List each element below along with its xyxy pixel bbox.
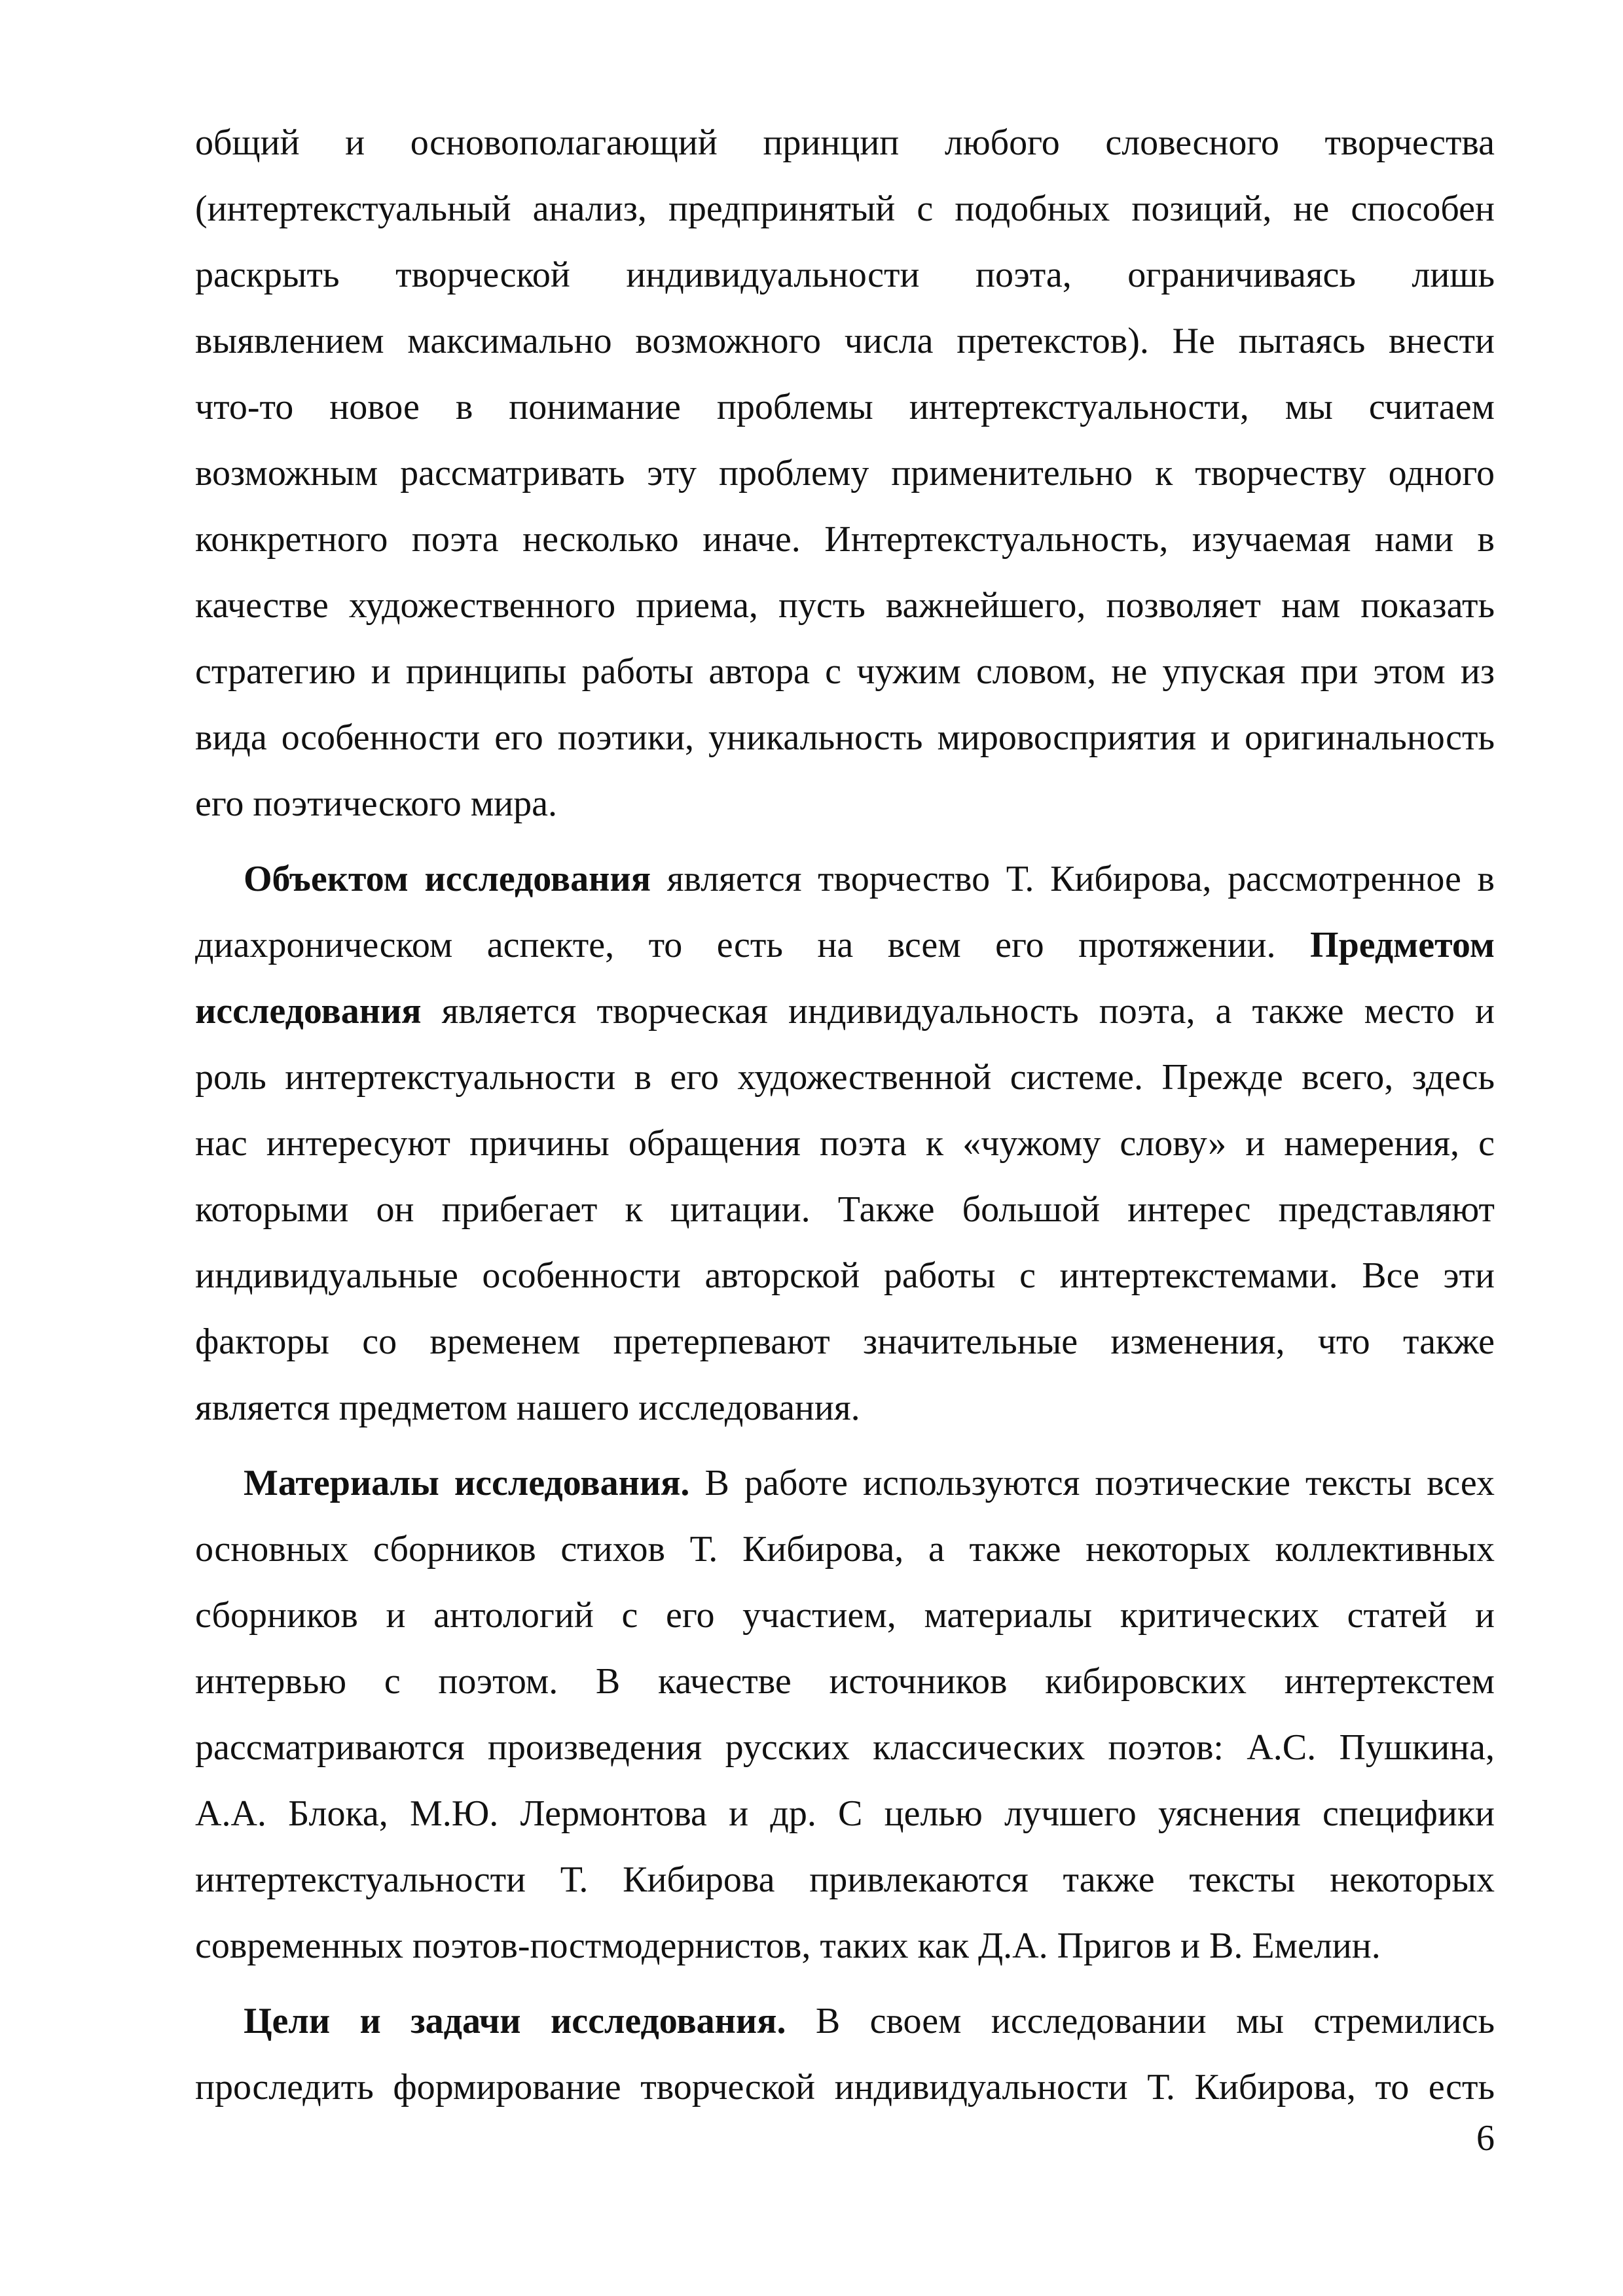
text-line: которыми он прибегает к цитации. Также большой интерес представляют — [195, 1189, 1495, 1230]
text-fragment: В работе используются поэтические тексты всех — [689, 1463, 1495, 1503]
text-line — [195, 912, 1495, 978]
text-line: интертекстуальности Т. Кибирова привлекаются также тексты некоторых — [195, 1859, 1495, 1900]
text-line: раскрыть творческой индивидуальности поэта, ограничиваясь лишь — [195, 255, 1495, 295]
paragraph-1 — [195, 110, 1495, 837]
text-line: стратегию и принципы работы автора с чужим словом, не упуская при этом из — [195, 651, 1495, 692]
text-line: что-то новое в понимание проблемы интертекстуальности, мы считаем — [195, 387, 1495, 427]
heading-materials: Материалы исследования. — [244, 1463, 690, 1503]
text-line: общий и основополагающий принцип любого словесного творчества — [195, 122, 1495, 163]
paragraph-materials — [195, 1450, 1495, 1979]
heading-object: Объектом исследования — [244, 859, 651, 899]
text-line: основных сборников стихов Т. Кибирова, а также некоторых коллективных — [195, 1529, 1495, 1570]
page-number: 6 — [1476, 2118, 1495, 2159]
text-line: выявлением максимально возможного числа претекстов). Не пытаясь внести — [195, 321, 1495, 361]
text-line: конкретного поэта несколько иначе. Интертекстуальность, изучаемая нами в — [195, 519, 1495, 560]
text-line: возможным рассматривать эту проблему применительно к творчеству одного — [195, 453, 1495, 493]
text-line: А.А. Блока, М.Ю. Лермонтова и др. С целью лучшего уяснения специфики — [195, 1793, 1495, 1834]
text-fragment: диахроническом аспекте, то есть на всем его протяжении. — [195, 925, 1276, 965]
text-line: современных поэтов-постмодернистов, таких как Д.А. Пригов и В. Емелин. — [195, 1926, 1381, 1966]
text-line: факторы со временем претерпевают значительные изменения, что также — [195, 1321, 1495, 1362]
text-line — [195, 978, 1495, 1045]
text-line: рассматриваются произведения русских классических поэтов: А.С. Пушкина, — [195, 1727, 1495, 1768]
text-fragment: В своем исследовании мы стремились — [786, 2001, 1495, 2041]
text-line: роль интертекстуальности в его художественной системе. Прежде всего, здесь — [195, 1057, 1495, 1098]
text-line: интервью с поэтом. В качестве источников кибировских интертекстем — [195, 1661, 1495, 1702]
text-line — [195, 1450, 1495, 1516]
text-line: является предметом нашего исследования. — [195, 1388, 860, 1428]
text-line: сборников и антологий с его участием, материалы критических статей и — [195, 1595, 1495, 1636]
text-line: проследить формирование творческой индивидуальности Т. Кибирова, то есть — [195, 2067, 1495, 2108]
text-line — [195, 846, 1495, 912]
paragraph-goals — [195, 1988, 1495, 2121]
text-line: его поэтического мира. — [195, 783, 558, 824]
document-body — [195, 110, 1495, 2121]
text-line: вида особенности его поэтики, уникальность мировосприятия и оригинальность — [195, 717, 1495, 758]
paragraph-object — [195, 846, 1495, 1441]
heading-subject: Предметом — [1310, 925, 1495, 965]
text-line: (интертекстуальный анализ, предпринятый с подобных позиций, не способен — [195, 188, 1495, 229]
text-fragment: является творческая индивидуальность поэта, а также место и — [421, 991, 1495, 1031]
text-line: качестве художественного приема, пусть важнейшего, позволяет нам показать — [195, 585, 1495, 626]
heading-subject-cont: исследования — [195, 991, 422, 1031]
text-line: индивидуальные особенности авторской работы с интертекстемами. Все эти — [195, 1255, 1495, 1296]
text-line — [195, 1988, 1495, 2054]
text-fragment: является творчество Т. Кибирова, рассмотренное в — [651, 859, 1495, 899]
text-line: нас интересуют причины обращения поэта к «чужому слову» и намерения, с — [195, 1123, 1495, 1164]
heading-goals: Цели и задачи исследования. — [244, 2001, 786, 2041]
